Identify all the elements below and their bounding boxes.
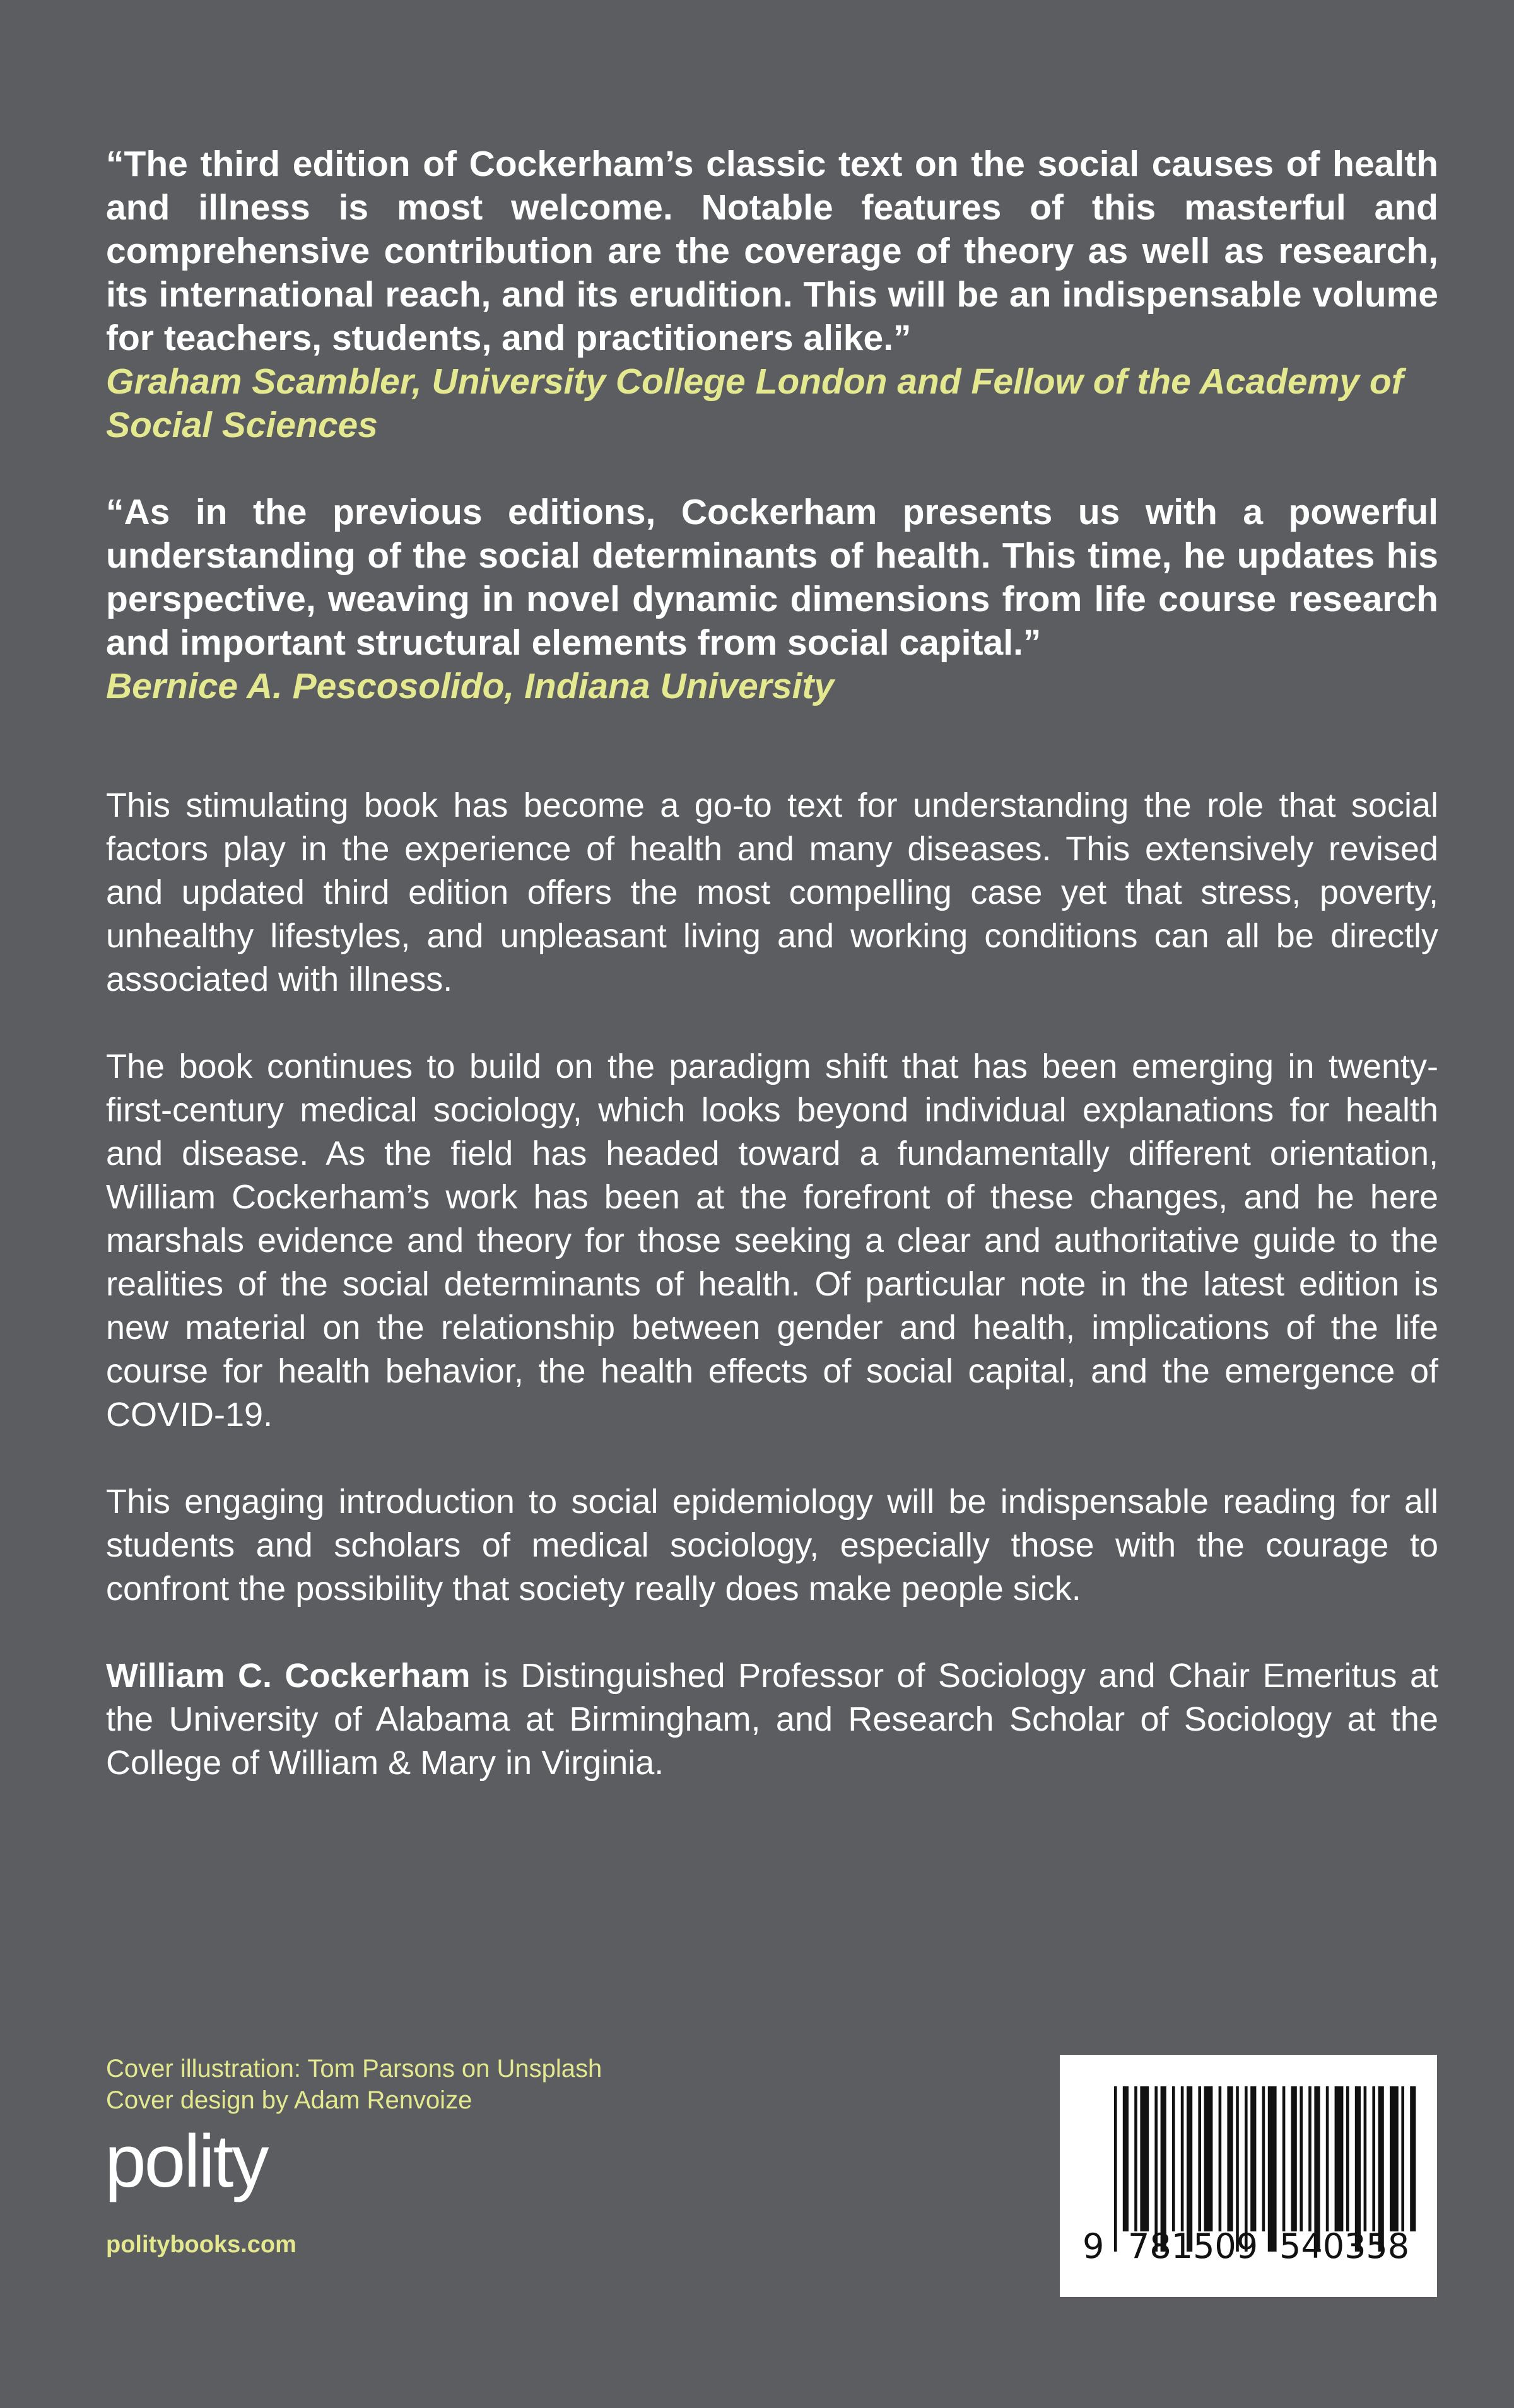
barcode-bar [1308, 2086, 1312, 2231]
barcode-bar [1346, 2086, 1349, 2231]
back-cover-content [106, 143, 1438, 1785]
endorsement-quote: “The third edition of Cockerham’s classic text on the social causes of health and illness is most welcome. Notable features of this masterful and comprehensive contribution are the coverage of theory as well as research, its international reach, and its erudition. This will be an indispensable volume for teachers, students, and practitioners alike.” [106, 144, 1438, 358]
barcode-bar [1262, 2086, 1265, 2231]
isbn-left-digits: 781509 [1128, 2226, 1259, 2266]
barcode-bar [1291, 2086, 1297, 2231]
design-credit: Cover design by Adam Renvoize [106, 2086, 472, 2114]
author-bio-text: is Distinguished Professor of Sociology and Chair Emeritus at the University of Alabama at Birmingham, and Research Scholar of Sociology at the College of William & Mary in Virginia. [106, 1657, 1439, 1782]
barcode-bar [1134, 2086, 1137, 2231]
endorsement-block [106, 491, 1438, 708]
barcode-bar [1335, 2086, 1344, 2231]
barcode-bar [1204, 2086, 1213, 2231]
barcode-bar [1219, 2086, 1222, 2231]
barcode-bar [1364, 2086, 1367, 2231]
barcode-bar [1227, 2086, 1233, 2231]
author-bio [106, 1654, 1438, 1785]
barcode-bar [1326, 2086, 1329, 2231]
endorsement-attribution: Bernice A. Pescosolido, Indiana University [106, 666, 835, 706]
barcode-bar [1140, 2086, 1149, 2231]
isbn-number [1060, 2226, 1437, 2271]
publisher-logo: polity [105, 2120, 267, 2203]
isbn-barcode [1060, 2055, 1437, 2297]
illustration-credit: Cover illustration: Tom Parsons on Unsplash [106, 2055, 602, 2083]
description-paragraph: This stimulating book has become a go-to text for understanding the role that social factors play in the experience of health and many diseases. This extensively revised and updated third edition offers the most compelling case yet that stress, poverty, unhealthy lifestyles, and unpleasant living and working conditions can all be directly associated with illness. [106, 786, 1438, 998]
barcode-bar [1172, 2086, 1175, 2231]
barcode-bar [1250, 2086, 1256, 2231]
author-name: William C. Cockerham [106, 1657, 471, 1695]
barcode-bar [1123, 2086, 1129, 2231]
publisher-website: politybooks.com [106, 2231, 296, 2258]
barcode-bar [1401, 2086, 1404, 2231]
endorsement-quote: “As in the previous editions, Cockerham presents us with a powerful understanding of the social determinants of health. This time, he updates his perspective, weaving in novel dynamic dimensions from life course research and important structural elements from social capital.” [106, 492, 1438, 663]
barcode-bar [1410, 2086, 1416, 2231]
endorsement-attribution: Graham Scambler, University College London and Fellow of the Academy of Social Sciences [106, 361, 1404, 445]
barcode-bar [1181, 2086, 1184, 2231]
isbn-prefix-digit: 9 [1083, 2226, 1105, 2266]
barcode-bar [1300, 2086, 1303, 2231]
barcode-bar [1372, 2086, 1375, 2231]
description-paragraph: The book continues to build on the paradigm shift that has been emerging in twenty-first-century medical sociology, which looks beyond individual explanations for health and disease. As the field has headed toward a fundamentally different orientation, William Cockerham’s work has been at the forefront of these changes, and he here marshals evidence and theory for those seeking a clear and authoritative guide to the realities of the social determinants of health. Of particular note in the latest edition is new material on the relationship between gender and health, implications of the life course for health behavior, the health effects of social capital, and the emergence of COVID-19. [106, 1048, 1438, 1434]
cover-credits [106, 2053, 602, 2116]
barcode-bar [1282, 2086, 1286, 2231]
isbn-right-digits: 540358 [1279, 2226, 1410, 2266]
description-paragraph: This engaging introduction to social epidemiology will be indispensable reading for all students and scholars of medical sociology, especially those with the courage to confront the possibility that society really does make people sick. [106, 1483, 1438, 1608]
endorsement-block [106, 143, 1438, 447]
barcode-bar [1198, 2086, 1201, 2231]
barcode-bar [1390, 2086, 1399, 2231]
